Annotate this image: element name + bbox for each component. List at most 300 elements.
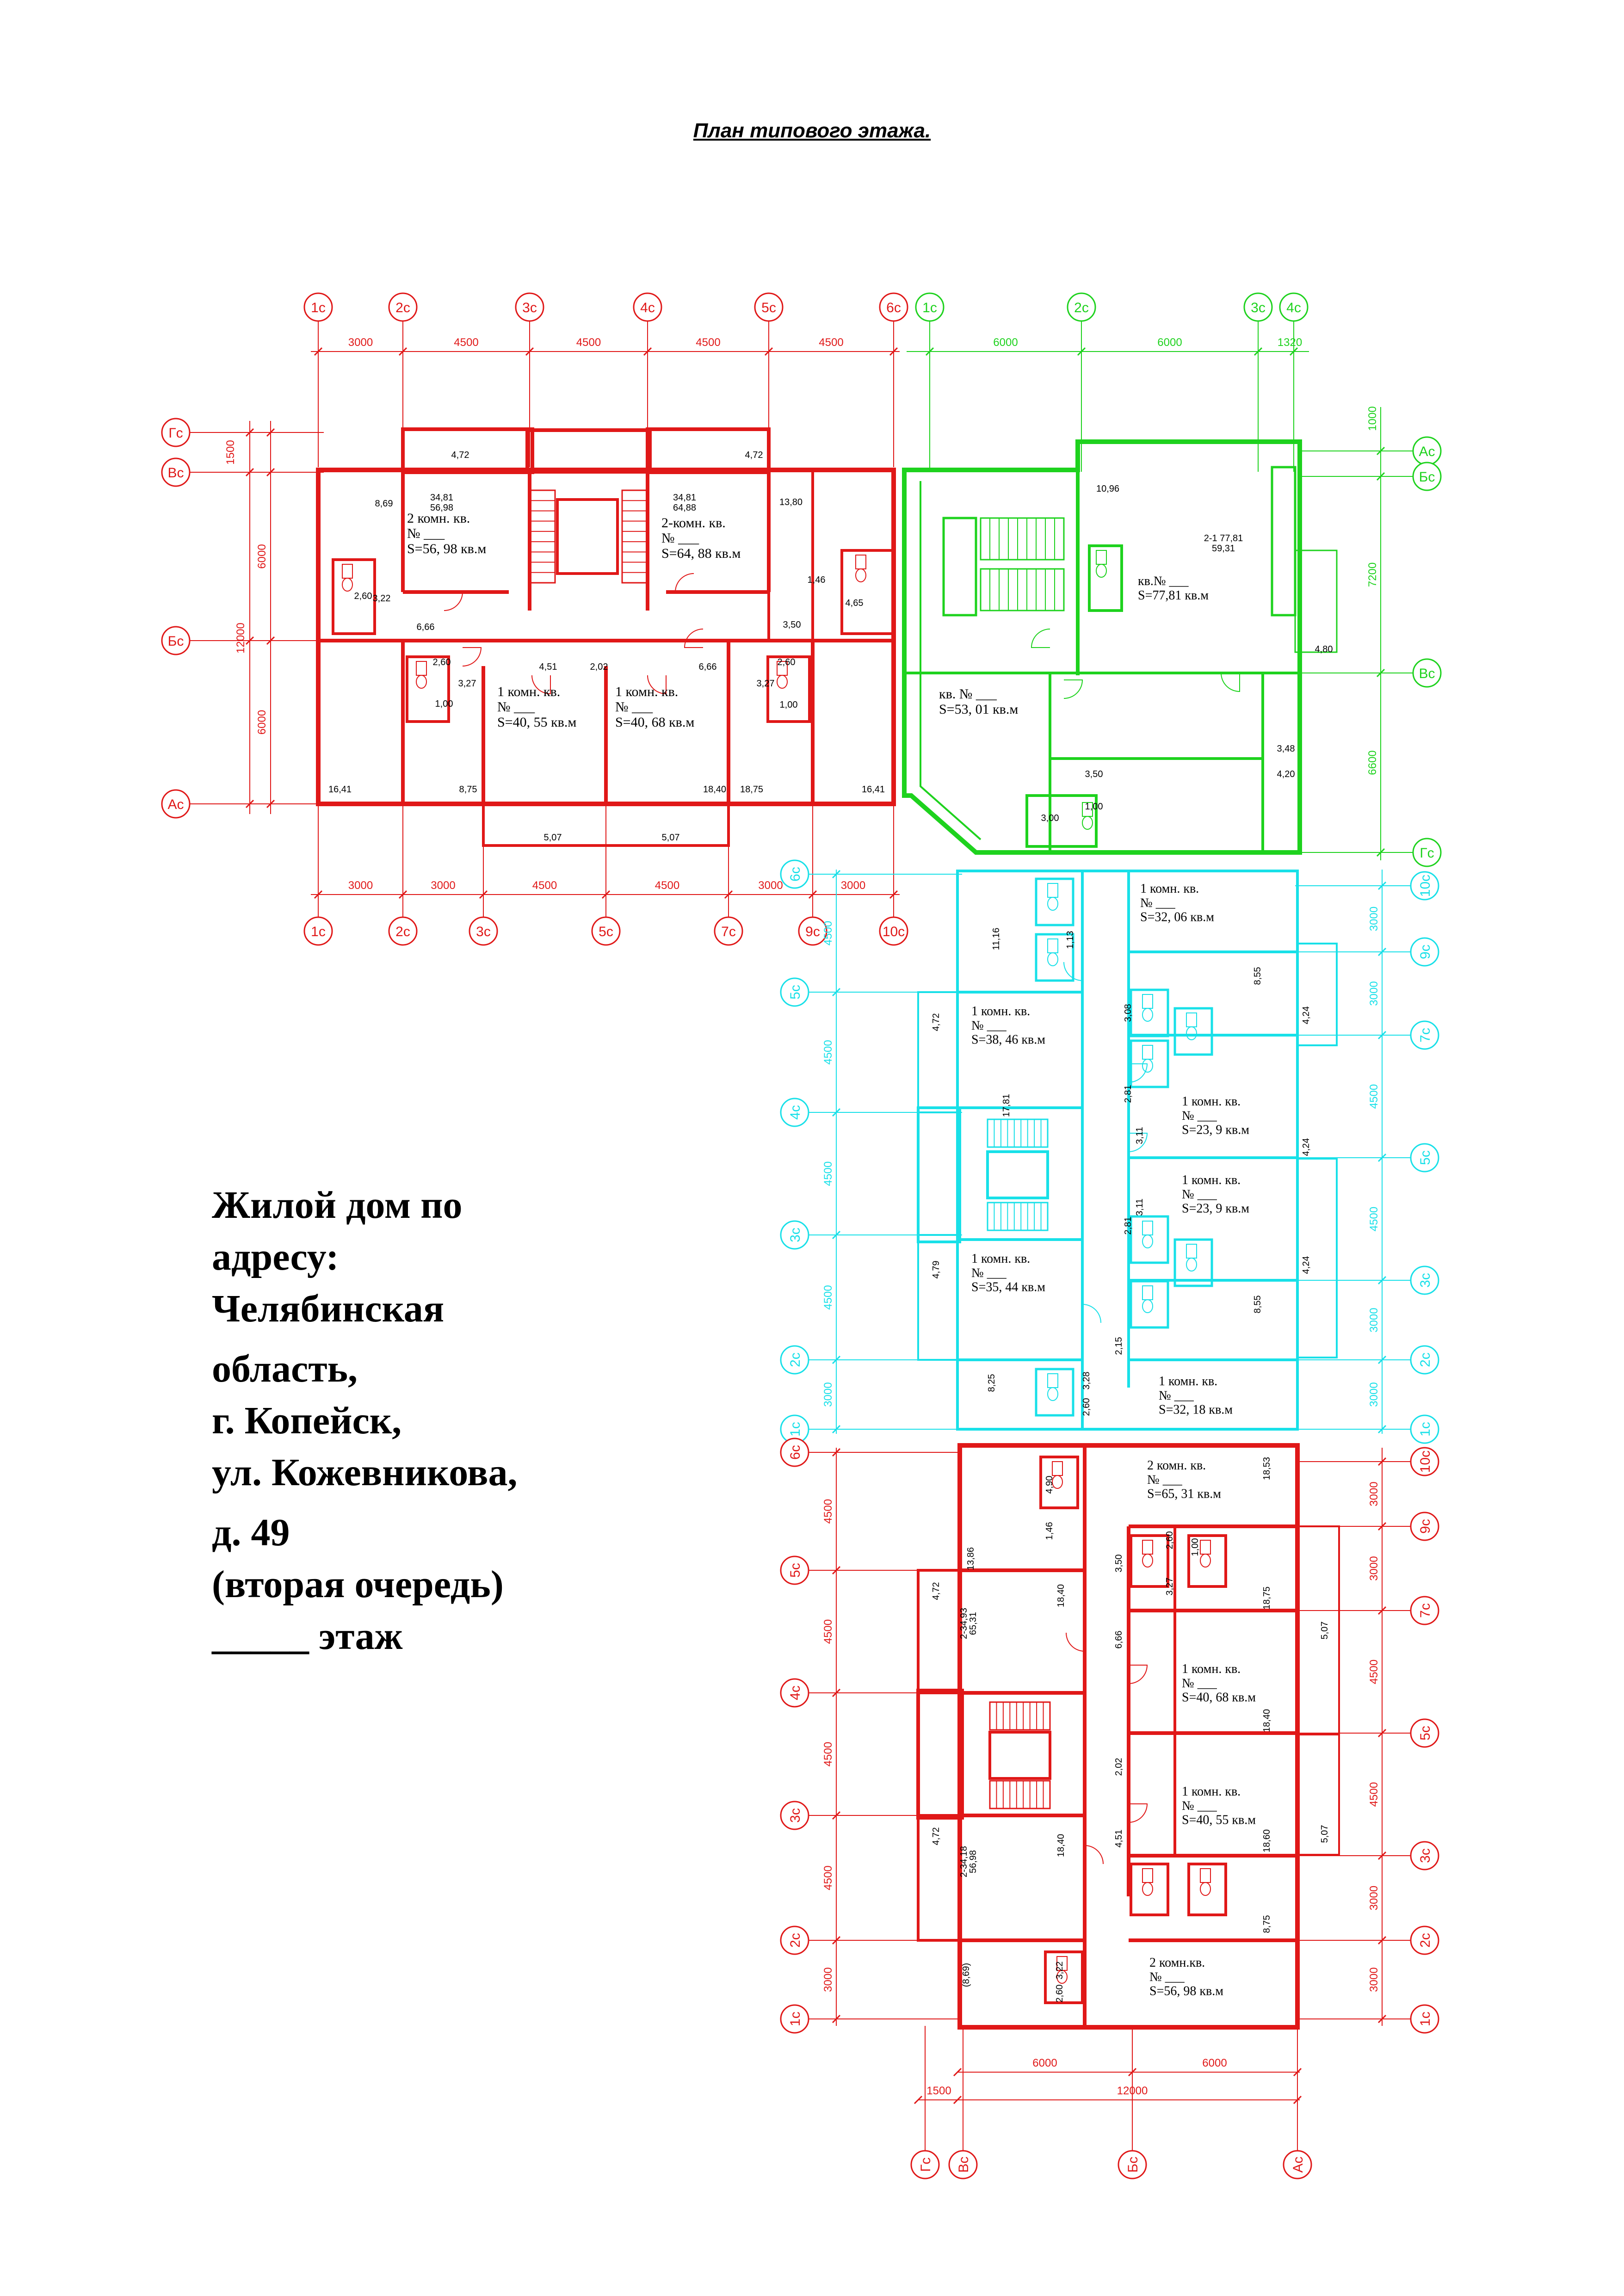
- apartment-type: 1 комн. кв.: [1182, 1094, 1241, 1109]
- room-area: 3,22: [1055, 1961, 1065, 1980]
- elevator-shaft: [944, 518, 976, 615]
- dimension-value: 6000: [256, 710, 268, 735]
- stair-flight: [622, 490, 648, 583]
- axis-label: 5с: [599, 924, 613, 939]
- axis-label: 5с: [761, 300, 776, 315]
- dimension-value: 4500: [822, 1865, 834, 1890]
- room-area: 16,41: [861, 784, 885, 795]
- outer-wall: [904, 442, 1300, 852]
- dimension-value: 1000: [1366, 406, 1379, 431]
- page-title: План типового этажа.: [693, 119, 931, 142]
- axis-label: 1с: [922, 300, 937, 315]
- door-swing: [1066, 1633, 1085, 1651]
- axis-label: 2с: [395, 300, 410, 315]
- room-area: 6,66: [698, 662, 717, 672]
- apartment-35-44: [971, 1252, 1045, 1295]
- toilet-fixture: [1142, 1540, 1153, 1554]
- dimension-value: 4500: [1368, 1206, 1380, 1232]
- apartment-type: 1 комн. кв.: [1159, 1374, 1218, 1389]
- axis-label: Бс: [1419, 469, 1435, 485]
- apartment-area: S=64, 88 кв.м: [661, 546, 741, 561]
- toilet-bowl: [1048, 1388, 1058, 1401]
- toilet-fixture: [1052, 1462, 1062, 1475]
- elevator-shaft: [988, 1152, 1048, 1198]
- toilet-bowl: [1082, 816, 1093, 829]
- dimension-value: 12000: [235, 623, 247, 654]
- toilet-bowl: [777, 675, 787, 688]
- dimension-value: 4500: [1368, 1659, 1380, 1685]
- cyan-section: [781, 860, 1439, 1443]
- axis-label: 7с: [1418, 1028, 1433, 1043]
- dimension-value: 3000: [1368, 981, 1380, 1006]
- toilet-fixture: [1200, 1540, 1210, 1554]
- axis-label: Бс: [167, 634, 184, 649]
- toilet-bowl: [1200, 1882, 1210, 1895]
- axis-label: 9с: [1418, 944, 1433, 959]
- red-bottom-section: [781, 1438, 1439, 2179]
- bathroom: [1131, 1216, 1168, 1263]
- apartment-type: кв. № ___: [939, 686, 997, 702]
- stair-bay: [918, 1691, 962, 1818]
- room-area: 2,60: [1165, 1531, 1175, 1549]
- room-area: 3,27: [458, 679, 476, 689]
- address-line: область,: [212, 1347, 358, 1390]
- dimension-value: 3000: [431, 879, 456, 892]
- room-area: 1,46: [1044, 1522, 1055, 1540]
- axis-label: 4с: [788, 1105, 803, 1120]
- axis-label: 5с: [788, 1563, 803, 1578]
- axis-label: Бс: [1125, 2156, 1141, 2173]
- room-area: (8,69): [961, 1963, 971, 1987]
- dimension-value: 7200: [1366, 562, 1379, 587]
- toilet-fixture: [1186, 1244, 1197, 1258]
- door-swing: [1031, 629, 1050, 648]
- axis-label: Гс: [918, 2157, 933, 2172]
- toilet-fixture: [856, 555, 866, 569]
- room-area: 5,07: [1320, 1825, 1330, 1843]
- room-area: 1,00: [1085, 802, 1103, 812]
- axis-label: 1с: [1418, 1422, 1433, 1437]
- room-area: 3,50: [1114, 1554, 1124, 1573]
- toilet-fixture: [1142, 1286, 1153, 1300]
- axis-label: 2с: [1418, 1352, 1433, 1367]
- room-area: 4,72: [931, 1582, 941, 1600]
- dimension-value: 4500: [822, 1285, 834, 1310]
- dimension-value: 3000: [840, 879, 866, 892]
- room-area: 16,41: [328, 784, 352, 795]
- apartment-number: № ___: [971, 1018, 1007, 1033]
- apartment-area: S=40, 55 кв.м: [497, 715, 577, 730]
- room-area: 64,88: [673, 503, 697, 513]
- apartment-number: № ___: [407, 526, 445, 541]
- dimension-value: 4500: [822, 1619, 834, 1644]
- balcony: [918, 992, 957, 1112]
- dimension-value: 6600: [1366, 750, 1379, 775]
- apartment-area: S=65, 31 кв.м: [1147, 1487, 1221, 1501]
- dimension-value: 4500: [576, 336, 601, 349]
- axis-label: 6с: [788, 1445, 803, 1460]
- room-area: 3,08: [1123, 1004, 1133, 1022]
- apartment-area: S=35, 44 кв.м: [971, 1280, 1045, 1295]
- toilet-fixture: [1200, 1869, 1210, 1882]
- room-area: 3,27: [756, 679, 775, 689]
- room-area: 4,90: [1044, 1475, 1055, 1494]
- axis-label: Гс: [168, 426, 183, 441]
- room-area: 65,31: [968, 1611, 978, 1636]
- axis-label: 7с: [1418, 1603, 1433, 1618]
- toilet-bowl: [1048, 897, 1058, 910]
- door-swing: [1129, 1804, 1147, 1822]
- axis-label: Вс: [956, 2156, 971, 2173]
- room-area: 4,72: [931, 1827, 941, 1845]
- room-area: 3,50: [783, 620, 801, 630]
- bathroom: [1131, 1864, 1168, 1915]
- toilet-bowl: [1096, 564, 1106, 577]
- toilet-fixture: [1048, 939, 1058, 953]
- apartment-area: S=56, 98 кв.м: [407, 541, 487, 556]
- door-swing: [1085, 1845, 1103, 1864]
- axis-label: 2с: [788, 1352, 803, 1367]
- axis-label: 3с: [522, 300, 537, 315]
- room-area: 1,46: [807, 575, 826, 585]
- apartment-type: кв.№ ___: [1138, 574, 1189, 588]
- apartment-area: S=40, 68 кв.м: [1182, 1690, 1256, 1705]
- apartment-area: S=40, 55 кв.м: [1182, 1813, 1256, 1827]
- axis-label: 5с: [1418, 1726, 1433, 1741]
- axis-label: Вс: [1419, 666, 1435, 681]
- room-area: 5,07: [1320, 1621, 1330, 1640]
- address-line: г. Копейск,: [212, 1399, 402, 1442]
- dimension-value: 3000: [1368, 1967, 1380, 1992]
- toilet-fixture: [1048, 1374, 1058, 1388]
- toilet-bowl: [1200, 1554, 1210, 1567]
- axis-label: 9с: [805, 924, 820, 939]
- room-area: 18,75: [1262, 1586, 1272, 1610]
- apartment-number: № ___: [1182, 1187, 1217, 1202]
- toilet-bowl: [1142, 1235, 1153, 1248]
- apartment-area: S=23, 9 кв.м: [1182, 1201, 1249, 1216]
- apartment-area: S=77,81 кв.м: [1138, 588, 1209, 603]
- dimension-value: 3000: [348, 336, 373, 349]
- door-swing: [444, 592, 463, 611]
- room-area: 2,60: [432, 657, 451, 667]
- apartment-56-98: [1149, 1956, 1223, 1999]
- bathroom: [1131, 1536, 1168, 1586]
- room-area: 1,00: [1190, 1538, 1200, 1556]
- dimension-value: 1500: [224, 440, 237, 465]
- axis-label: Ас: [1419, 444, 1435, 459]
- apartment-type: 2 комн. кв.: [407, 511, 470, 526]
- toilet-fixture: [416, 661, 426, 675]
- room-area: 4,24: [1301, 1138, 1311, 1156]
- apartment-type: 2 комн.кв.: [1149, 1956, 1205, 1970]
- bathroom: [1189, 1864, 1226, 1915]
- apartment-1k-40-68: [615, 684, 694, 730]
- apartment-area: S=23, 9 кв.м: [1182, 1123, 1249, 1137]
- room-area: 13,80: [779, 497, 803, 507]
- toilet-fixture: [1142, 994, 1153, 1008]
- room-area: 3,27: [1165, 1577, 1175, 1596]
- axis-label: 2с: [788, 1933, 803, 1948]
- toilet-bowl: [856, 569, 866, 582]
- toilet-fixture: [1142, 1869, 1153, 1882]
- axis-label: 7с: [721, 924, 736, 939]
- room-area: 5,07: [543, 833, 562, 843]
- apartment-number: № ___: [1140, 895, 1175, 910]
- room-area: 59,31: [1211, 543, 1235, 554]
- dimension-value: 4500: [822, 920, 834, 946]
- bathroom: [1131, 990, 1168, 1036]
- apartment-number: № ___: [971, 1265, 1007, 1280]
- apartment-2k-56: [407, 511, 486, 556]
- apartment-type: 1 комн. кв.: [1182, 1784, 1241, 1799]
- axis-label: 3с: [1251, 300, 1266, 315]
- room-area: 11,16: [991, 927, 1001, 950]
- room-area: 56,98: [430, 503, 454, 513]
- balcony: [1297, 1734, 1339, 1855]
- toilet-fixture: [1142, 1221, 1153, 1235]
- apartment-77-81: [1138, 574, 1209, 603]
- balcony: [1297, 944, 1337, 1045]
- toilet-fixture: [342, 564, 352, 578]
- door-swing: [1221, 673, 1240, 691]
- axis-label: 6с: [886, 300, 901, 315]
- room-area: 2,60: [1055, 1984, 1065, 2003]
- dimension-value: 4500: [1368, 1782, 1380, 1807]
- bathroom: [1131, 1281, 1168, 1327]
- apartment-type: 1 комн. кв.: [497, 684, 561, 699]
- apartment-area: S=53, 01 кв.м: [939, 702, 1019, 717]
- door-swing: [1082, 1304, 1101, 1323]
- toilet-bowl: [1142, 1554, 1153, 1567]
- dimension-value: 4500: [454, 336, 479, 349]
- room-area: 34,81: [430, 493, 454, 503]
- axis-label: 5с: [788, 985, 803, 1000]
- apartment-type: 2 комн. кв.: [1147, 1458, 1206, 1473]
- apartment-number: № ___: [1182, 1108, 1217, 1123]
- dimension-value: 1320: [1277, 336, 1303, 349]
- toilet-bowl: [1142, 1300, 1153, 1313]
- stair-flight: [981, 569, 1064, 611]
- dimension-value: 3000: [1368, 1885, 1380, 1911]
- dimension-value: 3000: [1368, 906, 1380, 932]
- room-area: 17,81: [1001, 1093, 1012, 1117]
- room-area: 3,22: [372, 593, 391, 604]
- bathroom: [1175, 1008, 1212, 1055]
- toilet-fixture: [1096, 550, 1106, 564]
- room-area: 2,15: [1114, 1337, 1124, 1355]
- toilet-bowl: [1186, 1027, 1197, 1040]
- room-area: 2,02: [1114, 1758, 1124, 1776]
- dimension-value: 4500: [822, 1040, 834, 1065]
- apartment-40-68: [1182, 1662, 1256, 1705]
- axis-label: 1с: [311, 300, 326, 315]
- dimension-value: 4500: [1368, 1084, 1380, 1109]
- room-area: 4,79: [931, 1260, 941, 1279]
- apartment-32-06: [1140, 882, 1214, 925]
- apartment-2k-64: [661, 515, 741, 561]
- dimension-value: 3000: [822, 1382, 834, 1407]
- bathroom: [1089, 546, 1122, 611]
- room-area: 8,55: [1253, 1295, 1263, 1314]
- axis-label: 3с: [1418, 1273, 1433, 1288]
- axis-label: 6с: [788, 867, 803, 882]
- dimension-value: 12000: [1117, 2085, 1148, 2097]
- dimension-value: 3000: [1368, 1308, 1380, 1333]
- room-area: 34,81: [673, 493, 697, 503]
- room-area: 13,86: [966, 1547, 976, 1571]
- dimension-value: 3000: [758, 879, 783, 892]
- room-area: 8,69: [375, 499, 393, 509]
- apartment-53-01: [939, 686, 1018, 717]
- dimension-value: 3000: [348, 879, 373, 892]
- apartment-number: № ___: [497, 699, 535, 715]
- room-area: 18,40: [1056, 1584, 1066, 1608]
- inner-wall: [920, 481, 981, 839]
- toilet-bowl: [1142, 1008, 1153, 1021]
- apartment-number: № ___: [615, 699, 653, 715]
- room-area: 8,55: [1253, 967, 1263, 985]
- dimension-value: 6000: [1157, 336, 1182, 349]
- stair-flight: [990, 1781, 1050, 1808]
- room-area: 1,13: [1065, 931, 1075, 949]
- axis-label: 10с: [1418, 874, 1433, 897]
- apartment-area: S=56, 98 кв.м: [1149, 1984, 1223, 1999]
- apartment-40-55: [1182, 1784, 1256, 1827]
- apartment-type: 1 комн. кв.: [1140, 882, 1199, 896]
- axis-label: 1с: [1418, 2012, 1433, 2026]
- apartment-type: 1 комн. кв.: [1182, 1662, 1241, 1676]
- door-swing: [463, 648, 481, 666]
- stair-flight: [990, 1702, 1050, 1730]
- room-area: 3,11: [1135, 1198, 1145, 1216]
- axis-label: Ас: [1291, 2156, 1306, 2173]
- toilet-bowl: [1186, 1258, 1197, 1271]
- axis-label: 2с: [1074, 300, 1089, 315]
- axis-label: Ас: [167, 797, 184, 812]
- apartment-23-9-a: [1182, 1094, 1249, 1137]
- room-area: 2,60: [777, 657, 796, 667]
- room-area: 3,50: [1085, 769, 1103, 779]
- dimension-value: 1500: [926, 2085, 951, 2097]
- green-section: [904, 293, 1441, 866]
- dimension-value: 4500: [655, 879, 680, 892]
- room-area: 4,80: [1315, 644, 1333, 654]
- toilet-bowl: [1048, 953, 1058, 966]
- dimension-value: 3000: [1368, 1556, 1380, 1581]
- toilet-fixture: [1186, 1013, 1197, 1027]
- stair-flight: [981, 518, 1064, 560]
- room-area: 3,00: [1041, 813, 1059, 823]
- apartment-area: S=40, 68 кв.м: [615, 715, 695, 730]
- room-area: 2,81: [1123, 1085, 1133, 1103]
- elevator-shaft: [990, 1732, 1050, 1778]
- balcony: [918, 1235, 957, 1360]
- dimension-value: 4500: [532, 879, 557, 892]
- apartment-1k-40-55: [497, 684, 576, 730]
- apartment-type: 2-комн. кв.: [661, 515, 726, 531]
- room-area: 6,66: [416, 622, 435, 632]
- window-wall: [1272, 467, 1295, 615]
- room-area: 18,53: [1262, 1457, 1272, 1481]
- toilet-bowl: [1142, 1059, 1153, 1072]
- room-area: 8,75: [459, 784, 477, 795]
- axis-label: 2с: [395, 924, 410, 939]
- room-area: 2,60: [1081, 1398, 1092, 1416]
- toilet-bowl: [342, 578, 352, 591]
- stair-flight: [988, 1203, 1048, 1230]
- dimension-value: 4500: [696, 336, 721, 349]
- apartment-number: № ___: [1159, 1388, 1194, 1403]
- dimension-value: 4500: [822, 1161, 834, 1186]
- stair-bay: [918, 1108, 960, 1242]
- axis-label: 2с: [1418, 1933, 1433, 1948]
- apartment-area: S=32, 18 кв.м: [1159, 1402, 1233, 1417]
- room-area: 2,60: [354, 591, 372, 601]
- room-area: 4,51: [539, 662, 557, 672]
- apartment-number: № ___: [1182, 1798, 1217, 1813]
- room-area: 56,98: [968, 1850, 978, 1874]
- address-line: ул. Кожевникова,: [212, 1451, 518, 1494]
- dimension-value: 4500: [819, 336, 844, 349]
- room-area: 5,07: [661, 833, 680, 843]
- dimension-value: 4500: [822, 1741, 834, 1767]
- room-area: 4,24: [1301, 1006, 1311, 1025]
- room-area: 3,28: [1081, 1371, 1092, 1390]
- toilet-fixture: [1142, 1045, 1153, 1059]
- toilet-fixture: [1048, 883, 1058, 897]
- room-area: 2,02: [590, 662, 608, 672]
- room-area: 3,11: [1135, 1127, 1145, 1144]
- balcony: [1297, 1526, 1339, 1734]
- stair-flight: [530, 490, 555, 583]
- room-area: 18,60: [1262, 1829, 1272, 1853]
- apartment-type: 1 комн. кв.: [1182, 1173, 1241, 1187]
- axis-label: Гс: [1420, 846, 1434, 861]
- bathroom: [842, 550, 893, 634]
- room-area: 18,40: [703, 784, 727, 795]
- room-area: 4,20: [1277, 769, 1295, 779]
- room-area: 6,66: [1114, 1630, 1124, 1649]
- axis-label: 4с: [640, 300, 655, 315]
- axis-label: 4с: [788, 1685, 803, 1700]
- room-area: 2-34,93: [959, 1608, 969, 1639]
- dimension-value: 3000: [1368, 1382, 1380, 1407]
- red-top-section: [162, 293, 908, 945]
- axis-label: 10с: [882, 924, 905, 939]
- room-area: 3,48: [1277, 744, 1295, 754]
- dimension-value: 6000: [993, 336, 1018, 349]
- dimension-value: 3000: [822, 1967, 834, 1992]
- room-area: 8,75: [1262, 1915, 1272, 1933]
- axis-label: 9с: [1418, 1519, 1433, 1534]
- address-line: Челябинская: [212, 1287, 445, 1330]
- bathroom: [1036, 1369, 1073, 1415]
- axis-label: 10с: [1418, 1450, 1433, 1473]
- apartment-number: № ___: [1149, 1969, 1185, 1984]
- room-area: 18,40: [1262, 1709, 1272, 1733]
- stair-flight: [988, 1119, 1048, 1147]
- axis-label: 1с: [311, 924, 326, 939]
- apartment-32-18: [1159, 1374, 1233, 1417]
- apartment-number: № ___: [661, 531, 699, 546]
- toilet-bowl: [416, 675, 426, 688]
- stair-head: [527, 430, 650, 472]
- axis-label: 3с: [476, 924, 491, 939]
- apartment-area: S=32, 06 кв.м: [1140, 910, 1214, 925]
- room-area: 8,25: [987, 1374, 997, 1392]
- room-area: 4,65: [845, 598, 864, 608]
